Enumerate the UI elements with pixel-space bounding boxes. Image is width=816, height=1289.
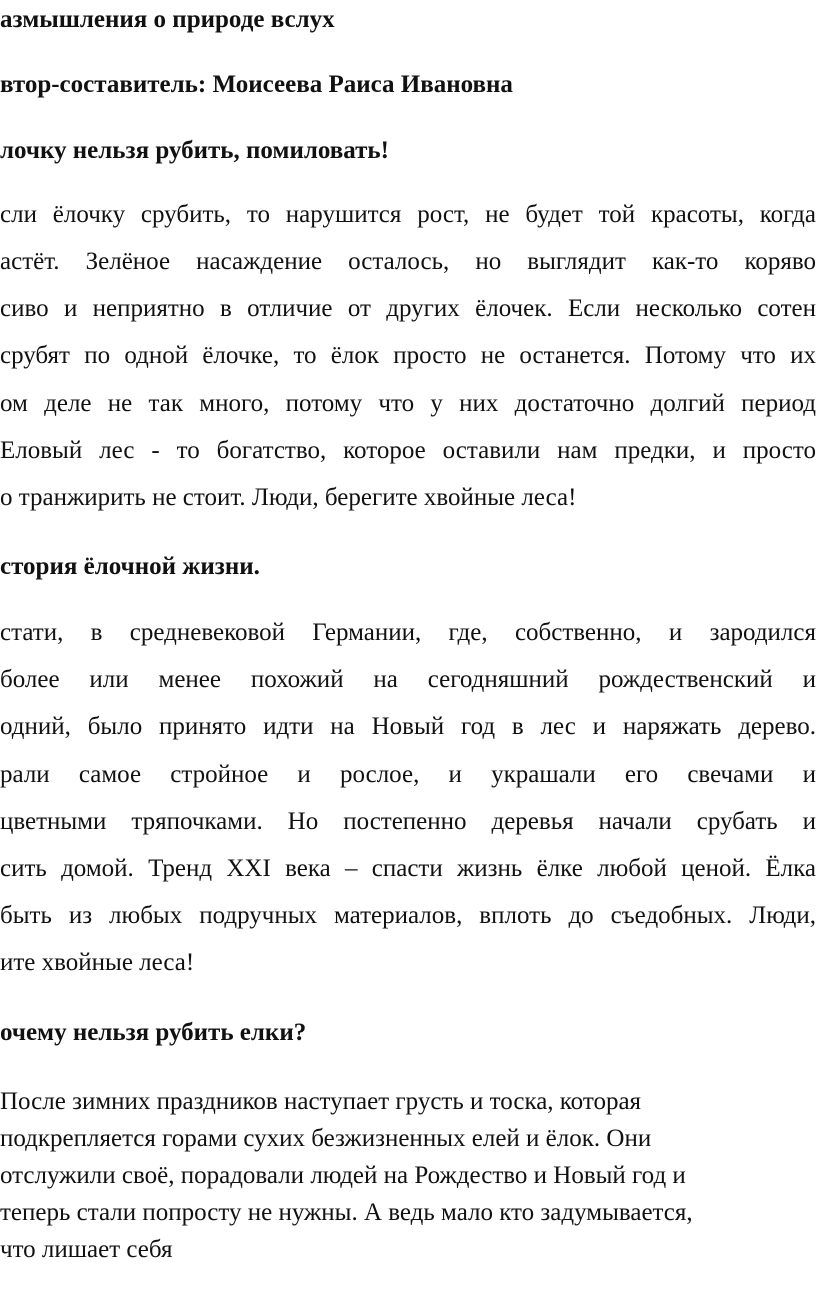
paragraph-1-line-6: Еловый лес - то богатство, которое оставили нам предки, и просто — [0, 437, 816, 464]
section-heading-2: стория ёлочной жизни. — [0, 553, 260, 580]
paragraph-2-line-3: одний, было принято идти на Новый год в лес и наряжать дерево. — [0, 713, 816, 740]
paragraph-3-line-3: отслужили своё, порадовали людей на Рождество и Новый год и — [0, 1162, 686, 1189]
paragraph-3-line-2: подкрепляется горами сухих безжизненных елей и ёлок. Они — [0, 1125, 652, 1152]
author-line: втор-составитель: Моисеева Раиса Ивановна — [0, 71, 513, 98]
paragraph-2-line-5: цветными тряпочками. Но постепенно деревья начали срубать и — [0, 808, 816, 835]
paragraph-1-line-4: срубят по одной ёлочке, то ёлок просто не останется. Потому что их — [0, 342, 816, 369]
section-heading-1: лочку нельзя рубить, помиловать! — [0, 137, 389, 164]
paragraph-1-line-7: о транжирить не стоит. Люди, берегите хвойные леса! — [0, 484, 577, 511]
paragraph-2-line-1: стати, в средневековой Германии, где, собственно, и зародился — [0, 619, 816, 646]
paragraph-1-line-2: астёт. Зелёное насаждение осталось, но выглядит как-то коряво — [0, 248, 816, 275]
paragraph-1-line-5: ом деле не так много, потому что у них достаточно долгий период — [0, 390, 816, 417]
paragraph-2-line-2: более или менее похожий на сегодняшний рождественский и — [0, 666, 816, 693]
document-title: азмышления о природе вслух — [0, 6, 335, 33]
paragraph-1-line-3: сиво и неприятно в отличие от других ёлочек. Если несколько сотен — [0, 295, 816, 322]
paragraph-2-line-7: быть из любых подручных материалов, вплоть до съедобных. Люди, — [0, 902, 816, 929]
paragraph-2-line-6: сить домой. Тренд XXI века – спасти жизнь ёлке любой ценой. Ёлка — [0, 855, 816, 882]
section-heading-3: очему нельзя рубить елки? — [0, 1019, 307, 1046]
paragraph-2-line-4: рали самое стройное и рослое, и украшали его свечами и — [0, 761, 816, 788]
paragraph-3-line-5: что лишает себя — [0, 1236, 173, 1263]
paragraph-1-line-1: сли ёлочку срубить, то нарушится рост, не будет той красоты, когда — [0, 201, 816, 228]
paragraph-3-line-4: теперь стали попросту не нужны. А ведь мало кто задумывается, — [0, 1199, 693, 1226]
paragraph-2-line-8: ите хвойные леса! — [0, 949, 195, 976]
paragraph-3-line-1: После зимних праздников наступает грусть и тоска, которая — [0, 1088, 642, 1115]
